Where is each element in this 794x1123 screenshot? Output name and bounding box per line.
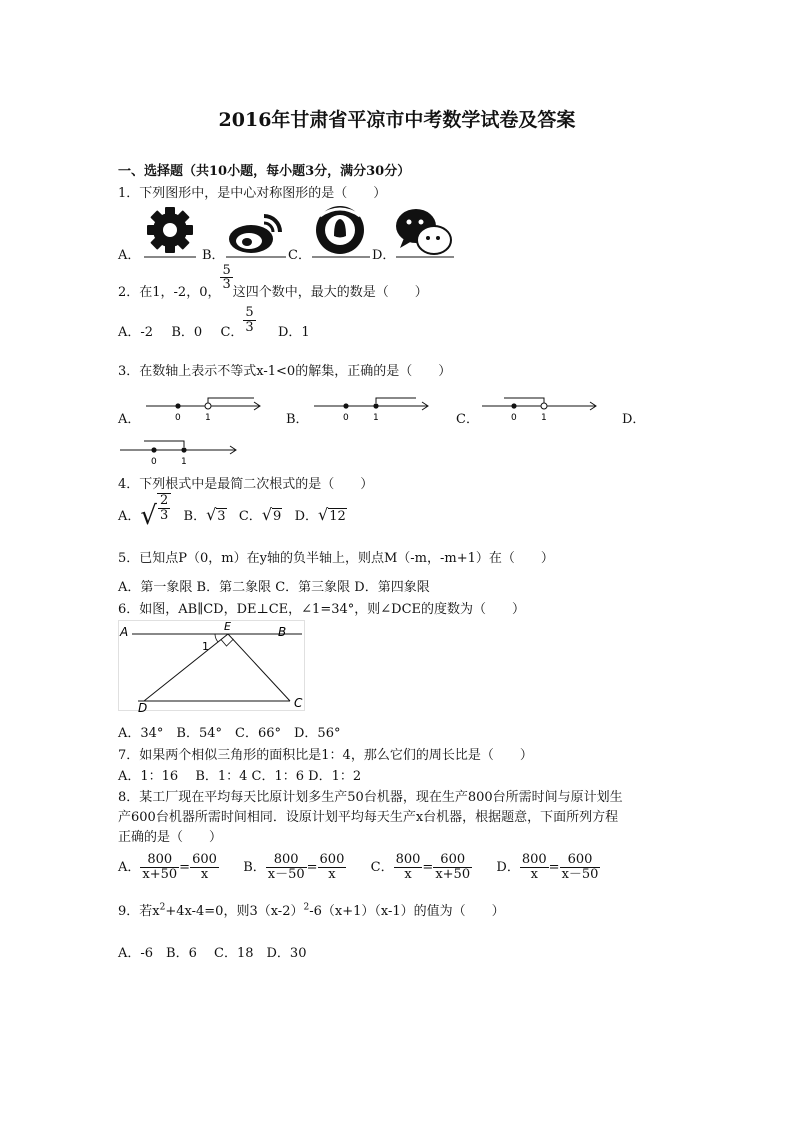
label-E: E: [224, 620, 231, 633]
q8-option-a: A．: [118, 860, 141, 875]
number-line-c: [480, 393, 600, 423]
q8-option-b: B．: [243, 860, 266, 875]
q4-a-denominator: 3: [159, 507, 169, 523]
q6-options: A．34° B．54° C．66° D．56°: [118, 726, 341, 741]
gear-icon: [140, 206, 196, 258]
q3-option-b: B．: [286, 412, 309, 427]
q3-option-a: A．: [118, 412, 141, 427]
qq-penguin-icon: [310, 204, 370, 258]
q2-stem-part2: 这四个数中，最大的数是（ ）: [232, 285, 428, 300]
weibo-icon: [224, 206, 286, 258]
q2-stem-part1: 2．在1，-2，0，: [118, 285, 221, 300]
q4-d-radical: √12: [318, 505, 346, 524]
q4-c-radical: √9: [261, 505, 282, 524]
label-A: A: [120, 625, 129, 639]
nb-tick-0: 0: [343, 413, 349, 423]
q3-option-d: D．: [622, 412, 646, 427]
q2-option-c-fraction: [243, 306, 255, 334]
q2-option-d: D．1: [277, 324, 310, 340]
label-B: B: [278, 625, 287, 639]
q1-option-b: B．: [202, 248, 225, 263]
q6-geometry-figure: [118, 620, 310, 712]
number-line-b: [312, 393, 432, 423]
q9-options: A．-6 B．6 C．18 D．30: [118, 946, 307, 961]
q4-a-radical: √ $\frac{2}{3}$: [140, 493, 171, 539]
q4-option-b: B．: [183, 509, 207, 524]
q8-option-d: D．: [496, 860, 520, 875]
question-9-stem: 9．若$x^2+4x-4=0$，则$3(x-2)^2-6(x+1)(x-1)$的值为（ ）: [118, 902, 505, 919]
nd-tick-0: 0: [151, 457, 157, 467]
q8-c-right: $\frac{600}{x+50}$: [435, 852, 471, 882]
q4-a-numerator: 2: [159, 493, 169, 509]
q8-d-right: $\frac{600}{x-50}$: [561, 852, 599, 882]
q3-option-c: C．: [456, 412, 479, 427]
nd-tick-1: 1: [181, 457, 187, 467]
question-5-stem: 5．已知点P（0，m）在y轴的负半轴上，则点M（-m，-m+1）在（ ）: [118, 551, 554, 566]
q2-fraction: [220, 264, 232, 292]
question-6-stem: 6．如图，AB∥CD，DE⊥CE，∠1=34°，则∠DCE的度数为（ ）: [118, 602, 526, 617]
q8-options: A． $\frac{800}{x+50}$ = $\frac{600}{x}$ B． $\frac{800}{x-50}$ = $\frac{600}{x}$ C． $\frac{800}{x}$ = $\frac{600}{x+50}$ D． $\frac{800}{x}$ = $\frac{600}{x-50}$: [118, 852, 599, 882]
q8-a-right: $\frac{600}{x}$: [192, 852, 217, 882]
section-heading: 一、选择题（共10小题，每小题3分，满分30分）: [118, 164, 411, 179]
q8-c-left: $\frac{800}{x}$: [395, 852, 421, 882]
q8-option-c: C．: [370, 860, 394, 875]
q2-option-a: A．-2: [118, 324, 154, 340]
q4-b-radical: √3: [206, 505, 226, 524]
q4-option-c: C．: [238, 509, 262, 524]
q2-frac-numerator: 5: [222, 262, 231, 278]
number-line-a: [144, 393, 264, 423]
q8-b-right: $\frac{600}{x}$: [319, 852, 345, 882]
q1-option-d: D．: [372, 248, 396, 263]
q1-option-c: C．: [288, 248, 311, 263]
nc-tick-1: 1: [541, 413, 547, 423]
na-tick-1: 1: [205, 413, 211, 423]
question-8-line3: 正确的是（ ）: [118, 830, 223, 845]
label-C: C: [294, 696, 303, 710]
q2-c-numerator: 5: [245, 305, 254, 320]
q2-option-b: B．0: [171, 324, 203, 340]
question-8-line1: 8．某工厂现在平均每天比原计划多生产50台机器，现在生产800台所需时间与原计划生: [118, 790, 623, 805]
question-1-stem: 1．下列图形中，是中心对称图形的是（ ）: [118, 186, 387, 201]
q4-option-d: D．: [294, 509, 319, 524]
question-4-stem: 4．下列根式中是最简二次根式的是（ ）: [118, 477, 374, 492]
page-title: 2016年甘肃省平凉市中考数学试卷及答案: [218, 109, 576, 131]
q1-option-a: A．: [118, 248, 141, 263]
q5-options: A．第一象限 B．第二象限 C．第三象限 D．第四象限: [118, 580, 430, 595]
q8-a-left: $\frac{800}{x+50}$: [142, 852, 178, 882]
q2-options: [118, 306, 310, 350]
q2-option-c: C．: [220, 324, 244, 340]
q8-b-left: $\frac{800}{x-50}$: [267, 852, 305, 882]
q4-option-a: A．: [118, 509, 141, 524]
q8-d-left: $\frac{800}{x}$: [521, 852, 547, 882]
question-3-stem: 3．在数轴上表示不等式x-1<0的解集，正确的是（ ）: [118, 364, 452, 379]
na-tick-0: 0: [175, 413, 181, 423]
question-7-stem: 7．如果两个相似三角形的面积比是1：4，那么它们的周长比是（ ）: [118, 748, 533, 763]
q7-options: A．1：16 B．1：4 C．1：6 D．1：2: [118, 769, 362, 784]
label-angle-1: 1: [202, 640, 209, 653]
nb-tick-1: 1: [373, 413, 379, 423]
q4-options: [118, 493, 347, 537]
nc-tick-0: 0: [511, 413, 517, 423]
wechat-icon: [394, 204, 454, 258]
q2-frac-denominator: 3: [222, 277, 231, 293]
q2-c-denominator: 3: [245, 319, 254, 335]
number-line-d: [118, 437, 240, 467]
question-8-line2: 产600台机器所需时间相同．设原计划平均每天生产x台机器，根据题意，下面所列方程: [118, 810, 619, 825]
label-D: D: [138, 701, 148, 712]
